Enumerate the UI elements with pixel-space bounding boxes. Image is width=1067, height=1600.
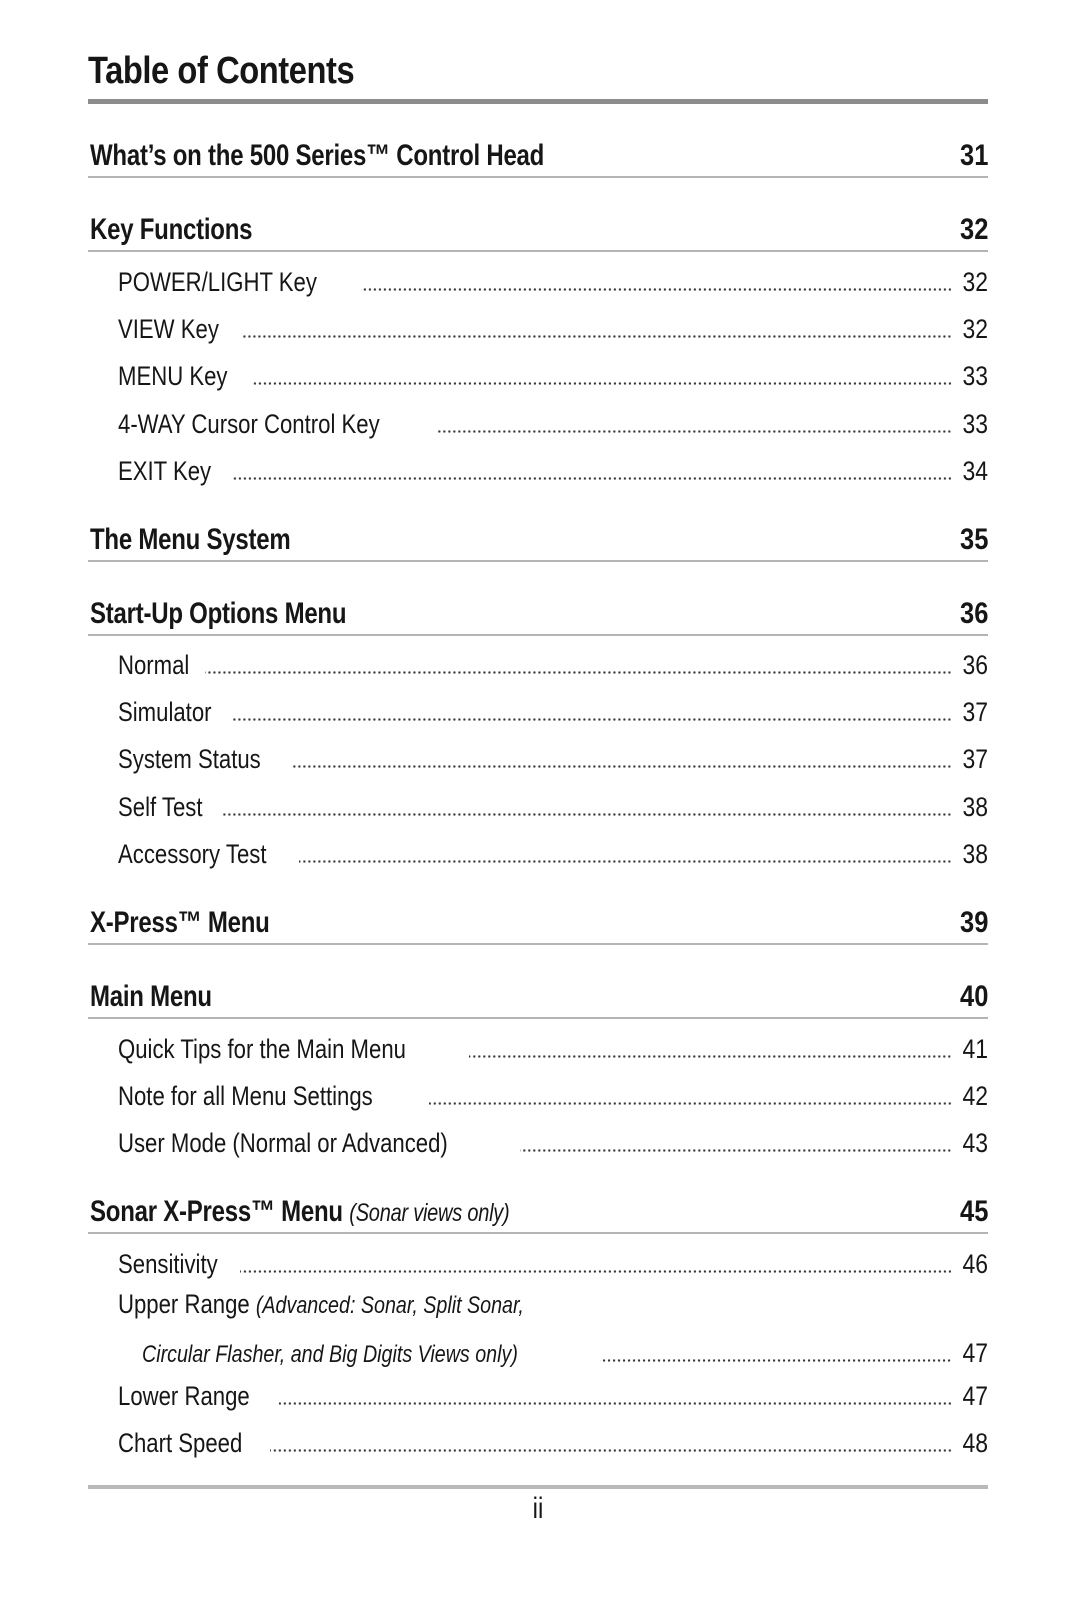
toc-entry-normal[interactable]: [118, 645, 988, 681]
toc-entry-4-way-cursor-key[interactable]: [118, 404, 988, 440]
entry-page-number: 34: [962, 456, 988, 486]
entry-label: Sensitivity: [118, 1249, 218, 1279]
toc-entry-note-menu-settings[interactable]: [118, 1076, 988, 1112]
dot-leader: [252, 382, 952, 385]
entry-page-number: 38: [962, 792, 988, 822]
toc-entry-menu-key[interactable]: [118, 356, 988, 392]
toc-entry-system-status[interactable]: [118, 739, 988, 775]
section-label-text: Sonar X-Press™ Menu: [90, 1195, 343, 1228]
section-label: What’s on the 500 Series™ Control Head: [90, 139, 545, 172]
entry-page-number: 42: [962, 1081, 988, 1111]
entry-label: Lower Range: [118, 1381, 250, 1411]
entry-page-number: 32: [962, 267, 988, 297]
toc-section-sonar-x-press-menu[interactable]: [88, 1192, 988, 1234]
section-label: X-Press™ Menu: [90, 906, 270, 939]
title-rule: [88, 99, 988, 104]
entry-page-number: 46: [962, 1249, 988, 1279]
dot-leader: [292, 765, 952, 768]
dot-leader: [241, 335, 952, 338]
entry-line2: [118, 1338, 988, 1369]
entry-page-number: 48: [962, 1428, 988, 1458]
section-page-number: 45: [959, 1195, 988, 1228]
entry-label: 4-WAY Cursor Control Key: [118, 409, 380, 439]
entry-label: Note for all Menu Settings: [118, 1081, 373, 1111]
section-page-number: 35: [959, 523, 988, 556]
entry-page-number: 33: [962, 409, 988, 439]
toc-entry-chart-speed[interactable]: [118, 1423, 988, 1459]
entry-note-line2: Circular Flasher, and Big Digits Views only): [142, 1341, 518, 1368]
toc-section-menu-system[interactable]: [88, 520, 988, 562]
entry-label: Accessory Test: [118, 839, 267, 869]
entry-page-number: 32: [962, 314, 988, 344]
entry-label: Chart Speed: [118, 1428, 243, 1458]
dot-leader: [600, 1359, 952, 1362]
entry-label: EXIT Key: [118, 456, 212, 486]
entry-label: VIEW Key: [118, 314, 219, 344]
entry-label: Quick Tips for the Main Menu: [118, 1034, 406, 1064]
dot-leader: [240, 1270, 952, 1273]
toc-section-x-press-menu[interactable]: [88, 903, 988, 945]
entry-label: Simulator: [118, 697, 212, 727]
section-label: Start-Up Options Menu: [90, 597, 347, 630]
entry-page-number: 38: [962, 839, 988, 869]
entry-label: POWER/LIGHT Key: [118, 267, 317, 297]
toc-entry-quick-tips[interactable]: [118, 1029, 988, 1065]
entry-label: Self Test: [118, 792, 203, 822]
dot-leader: [279, 1402, 952, 1405]
section-page-number: 39: [959, 906, 988, 939]
toc-section-start-up-options[interactable]: [88, 594, 988, 636]
entry-page-number: 43: [962, 1128, 988, 1158]
entry-label: User Mode (Normal or Advanced): [118, 1128, 448, 1158]
section-page-number: 36: [959, 597, 988, 630]
toc-section-key-functions[interactable]: [88, 210, 988, 252]
section-page-number: 40: [959, 980, 988, 1013]
section-label: The Menu System: [90, 523, 291, 556]
section-page-number: 31: [959, 139, 988, 172]
entry-page-number: 47: [962, 1381, 988, 1411]
dot-leader: [299, 860, 952, 863]
footer-page-number: ii: [532, 1492, 544, 1525]
toc-entry-view-key[interactable]: [118, 309, 988, 345]
toc-entry-exit-key[interactable]: [118, 451, 988, 487]
toc-entry-upper-range[interactable]: [118, 1289, 988, 1369]
dot-leader: [232, 477, 952, 480]
section-label: [90, 1195, 509, 1229]
entry-page-number: 47: [962, 1338, 988, 1368]
dot-leader: [520, 1149, 952, 1152]
toc-entry-simulator[interactable]: [118, 692, 988, 728]
toc-section-control-head[interactable]: [88, 136, 988, 178]
toc-entry-power-light-key[interactable]: [118, 262, 988, 298]
entry-label: System Status: [118, 744, 261, 774]
entry-page-number: 36: [962, 650, 988, 680]
toc-section-main-menu[interactable]: [88, 977, 988, 1019]
dot-leader: [270, 1449, 952, 1452]
toc-entry-sensitivity[interactable]: [118, 1244, 988, 1280]
dot-leader: [221, 813, 952, 816]
section-note: (Sonar views only): [349, 1199, 510, 1227]
entry-page-number: 41: [962, 1034, 988, 1064]
entry-label-text: Upper Range: [118, 1289, 250, 1319]
entry-page-number: 37: [962, 697, 988, 727]
entry-page-number: 37: [962, 744, 988, 774]
toc-entry-self-test[interactable]: [118, 787, 988, 823]
section-page-number: 32: [959, 213, 988, 246]
dot-leader: [205, 671, 952, 674]
section-label: Main Menu: [90, 980, 212, 1013]
entry-page-number: 33: [962, 361, 988, 391]
toc-entry-accessory-test[interactable]: [118, 834, 988, 870]
dot-leader: [429, 1102, 952, 1105]
dot-leader: [232, 718, 952, 721]
entry-note-line1: (Advanced: Sonar, Split Sonar,: [255, 1292, 524, 1319]
entry-label: Normal: [118, 650, 190, 680]
dot-leader: [437, 430, 952, 433]
dot-leader: [469, 1055, 952, 1058]
entry-label: MENU Key: [118, 361, 228, 391]
entry-label: [118, 1289, 524, 1320]
section-label: Key Functions: [90, 213, 253, 246]
page-title: Table of Contents: [88, 50, 355, 92]
toc-entry-user-mode[interactable]: [118, 1123, 988, 1159]
dot-leader: [361, 288, 952, 291]
toc-entry-lower-range[interactable]: [118, 1376, 988, 1412]
footer-rule: [88, 1485, 988, 1489]
